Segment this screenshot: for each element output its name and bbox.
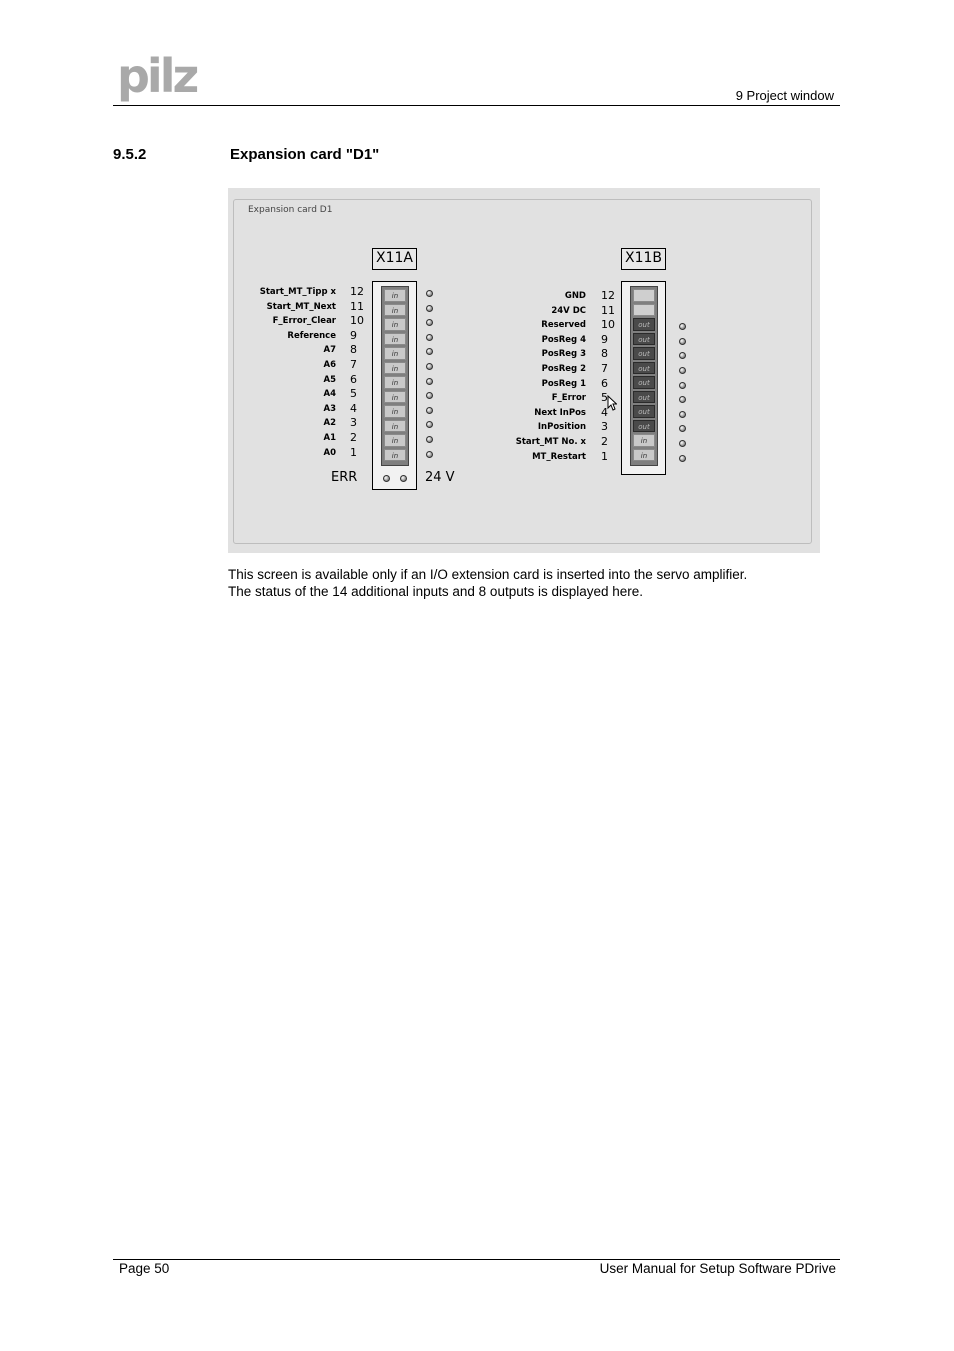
terminal-slot: in [384, 304, 406, 317]
svg-text:pilz: pilz [117, 54, 197, 103]
connector-x11a [372, 281, 417, 490]
pin-number: 2 [350, 431, 357, 444]
terminal-slot: out [633, 405, 655, 418]
status-led-icon [426, 436, 433, 443]
terminal-slot: in [384, 289, 406, 302]
pin-number: 9 [601, 332, 608, 346]
terminal-slot: in [384, 347, 406, 360]
pin-number: 4 [601, 405, 608, 419]
terminal-slot: out [633, 376, 655, 389]
pin-number: 8 [350, 343, 357, 357]
body-line-1: This screen is available only if an I/O extension card is inserted into the servo amplifier. [228, 567, 748, 582]
pin-number: 7 [601, 362, 608, 375]
chapter-title: 9 Project window [735, 88, 834, 103]
voltage-label: 24 V [425, 470, 455, 485]
groupbox-title: Expansion card D1 [245, 205, 335, 215]
pin-label: A3 [323, 403, 336, 414]
pin-label: GND [564, 291, 586, 301]
pin-label: A4 [323, 389, 336, 400]
pin-number: 6 [350, 372, 357, 386]
expansion-card-screen [228, 188, 820, 553]
status-led-icon [426, 378, 433, 385]
pin-label: F_Error_Clear [272, 316, 336, 327]
connector-x11a-terminal-block [381, 286, 409, 466]
status-led-icon [426, 334, 433, 341]
status-led-icon [426, 305, 433, 312]
pin-label: Start_MT_Next [266, 301, 336, 312]
section-title: Expansion card "D1" [230, 146, 380, 163]
pin-number: 11 [601, 303, 615, 317]
terminal-slot [633, 304, 655, 317]
status-led-icon [679, 382, 686, 389]
24v-led-icon [400, 475, 407, 482]
pin-number: 3 [350, 416, 357, 430]
pin-label: Start_MT_Tipp x [259, 287, 336, 297]
terminal-slot: in [633, 449, 655, 462]
pin-number: 11 [350, 299, 364, 313]
terminal-slot: in [384, 333, 406, 346]
pin-label: MT_Restart [532, 451, 586, 462]
status-led-icon [679, 455, 686, 462]
terminal-slot: in [384, 420, 406, 433]
footer-rule [113, 1259, 840, 1260]
status-led-icon [679, 367, 686, 374]
pin-number: 10 [601, 318, 615, 332]
terminal-slot: in [384, 376, 406, 389]
pin-number: 7 [350, 358, 357, 371]
pin-label: 24V DC [551, 305, 586, 316]
terminal-slot: out [633, 318, 655, 331]
pilz-logo [117, 54, 199, 104]
pin-label: Next InPos [534, 407, 586, 418]
connector-x11b [621, 281, 666, 475]
pin-number: 1 [601, 449, 608, 463]
section-number: 9.5.2 [113, 146, 147, 163]
status-led-icon [426, 363, 433, 370]
mouse-pointer-icon [607, 395, 617, 411]
pin-number: 6 [601, 376, 608, 390]
pin-label: A1 [323, 433, 336, 443]
err-led-icon [383, 475, 390, 482]
terminal-slot: in [384, 434, 406, 447]
pin-label: A5 [323, 374, 336, 385]
terminal-slot: in [633, 434, 655, 447]
terminal-slot: out [633, 420, 655, 433]
pin-label: A2 [323, 418, 336, 429]
pin-number: 1 [350, 445, 357, 459]
pin-label: F_Error [551, 393, 586, 404]
pin-label: PosReg 2 [541, 364, 586, 374]
pin-label: A6 [323, 360, 336, 370]
manual-title: User Manual for Setup Software PDrive [599, 1261, 836, 1276]
connector-x11b-terminal-block [630, 286, 658, 466]
pin-number: 2 [601, 435, 608, 448]
status-led-icon [426, 407, 433, 414]
terminal-slot: out [633, 362, 655, 375]
pin-label: Reserved [541, 320, 586, 331]
body-line-2: The status of the 14 additional inputs and 8 outputs is displayed here. [228, 583, 644, 599]
pin-label: PosReg 1 [541, 378, 586, 389]
page-number: Page 50 [119, 1261, 170, 1276]
pin-label: InPosition [537, 422, 586, 433]
terminal-slot: in [384, 391, 406, 404]
pin-label: PosReg 4 [541, 334, 586, 345]
pin-number: 8 [601, 347, 608, 361]
status-led-icon [679, 440, 686, 447]
pin-number: 5 [350, 387, 357, 401]
pin-number: 4 [350, 401, 357, 415]
terminal-slot: in [384, 318, 406, 331]
status-led-icon [426, 290, 433, 297]
terminal-slot [633, 289, 655, 302]
pin-label: PosReg 3 [541, 349, 586, 360]
terminal-slot: out [633, 333, 655, 346]
pin-label: A0 [323, 447, 336, 458]
status-led-icon [679, 411, 686, 418]
connector-x11a-title: X11A [372, 248, 417, 270]
status-led-icon [679, 338, 686, 345]
pin-number: 12 [350, 285, 364, 298]
pin-label: Reference [287, 330, 336, 341]
status-led-icon [426, 451, 433, 458]
header-rule [113, 105, 840, 106]
body-paragraph [228, 567, 828, 600]
terminal-slot: out [633, 347, 655, 360]
err-label: ERR [331, 470, 358, 485]
pin-number: 5 [601, 391, 608, 405]
terminal-slot: in [384, 362, 406, 375]
pin-number: 3 [601, 420, 608, 434]
terminal-slot: in [384, 449, 406, 462]
pin-number: 10 [350, 314, 364, 328]
pin-label: A7 [323, 345, 336, 356]
terminal-slot: out [633, 391, 655, 404]
pin-label: Start_MT No. x [515, 437, 586, 447]
pin-number: 9 [350, 328, 357, 342]
terminal-slot: in [384, 405, 406, 418]
pin-number: 12 [601, 289, 615, 302]
connector-x11b-title: X11B [621, 248, 666, 270]
